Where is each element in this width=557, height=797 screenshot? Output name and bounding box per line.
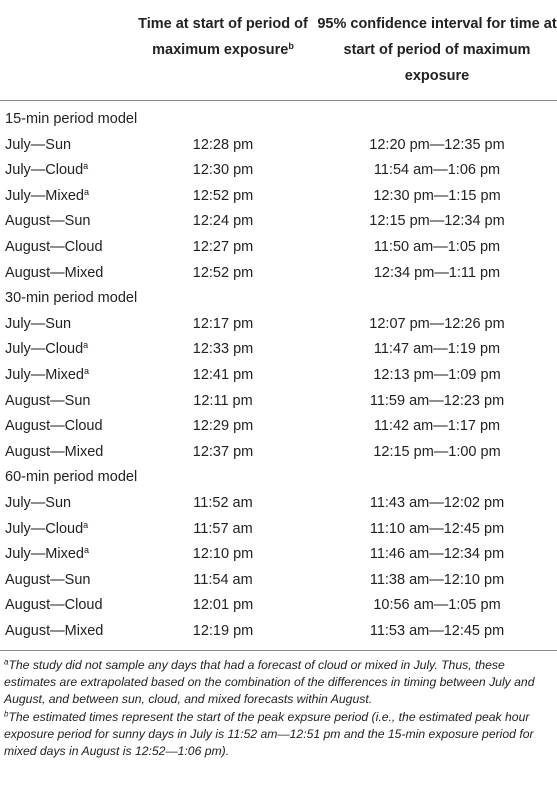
table-row <box>0 133 557 159</box>
table-row <box>0 389 557 415</box>
condition-label: July—Mixed <box>5 187 84 204</box>
row-confidence-interval: 12:20 pm—12:35 pm <box>369 136 505 153</box>
row-time: 12:27 pm <box>192 238 254 255</box>
table-row <box>0 542 557 568</box>
condition-label: August—Mixed <box>5 622 104 639</box>
row-confidence-interval: 11:54 am—1:06 pm <box>373 162 501 179</box>
table-row <box>0 440 557 466</box>
condition-label: August—Mixed <box>5 443 104 460</box>
table-row <box>0 363 557 389</box>
footnote-mark-a: a <box>83 519 89 530</box>
footnote-mark-b: b <box>288 41 294 52</box>
footnote-mark-a: a <box>83 186 89 197</box>
row-condition <box>5 619 103 645</box>
section-title: 15-min period model <box>5 111 138 127</box>
condition-label: July—Sun <box>5 315 72 332</box>
condition-label: August—Cloud <box>5 597 103 614</box>
row-confidence-interval: 12:15 pm—12:34 pm <box>369 213 505 230</box>
condition-label: August—Sun <box>5 213 91 230</box>
row-condition <box>5 568 90 594</box>
row-condition <box>5 337 88 363</box>
table-row <box>0 235 557 261</box>
condition-label: August—Sun <box>5 571 91 588</box>
footnote-mark-a: a <box>83 545 89 556</box>
section-title: 60-min period model <box>5 469 138 486</box>
table-row <box>0 337 557 363</box>
footnote <box>4 657 555 708</box>
row-time: 12:28 pm <box>192 136 254 153</box>
condition-label: July—Sun <box>5 136 72 153</box>
table-footnotes <box>0 651 557 760</box>
row-condition <box>5 312 71 338</box>
header-confidence-interval: 95% confidence interval for time at start of period of maximum exposure <box>317 16 557 84</box>
row-confidence-interval: 12:15 pm—1:00 pm <box>373 443 501 460</box>
row-condition <box>5 414 103 440</box>
row-condition <box>5 235 103 261</box>
row-time: 11:57 am <box>193 520 253 537</box>
table-row <box>0 517 557 543</box>
footnote-mark: a <box>4 658 9 668</box>
row-confidence-interval: 12:34 pm—1:11 pm <box>373 264 501 281</box>
footnote-text: The estimated times represent the start of the peak expsure period (i.e., the estimated peak hour exposure period for sunny days in July is 11:52 am—12:51 pm and the 15-min exposure period for mixed days in August is 12:52—1:06 pm). <box>4 710 534 759</box>
row-time: 12:30 pm <box>192 162 254 179</box>
row-condition <box>5 261 103 287</box>
footnote-mark-a: a <box>83 161 89 172</box>
condition-label: August—Cloud <box>5 418 103 435</box>
row-condition <box>5 363 89 389</box>
condition-label: July—Mixed <box>5 366 84 383</box>
footnote-mark-a: a <box>83 340 89 351</box>
row-time: 11:54 am <box>193 571 253 588</box>
row-condition <box>5 133 71 159</box>
footnote <box>4 709 555 760</box>
table-row <box>0 261 557 287</box>
condition-label: July—Cloud <box>5 520 84 537</box>
row-confidence-interval: 11:59 am—12:23 pm <box>369 392 505 409</box>
header-time-start <box>129 11 317 63</box>
row-condition <box>5 593 103 619</box>
row-time: 12:01 pm <box>192 597 254 614</box>
row-confidence-interval: 11:42 am—1:17 pm <box>373 418 501 435</box>
row-condition <box>5 542 89 568</box>
condition-label: July—Mixed <box>5 546 84 563</box>
row-time: 12:11 pm <box>193 392 253 409</box>
row-time: 12:10 pm <box>192 546 254 563</box>
row-confidence-interval: 11:43 am—12:02 pm <box>369 494 505 511</box>
table-row <box>0 593 557 619</box>
condition-label: July—Cloud <box>5 162 84 179</box>
row-time: 12:19 pm <box>192 622 254 639</box>
condition-label: August—Sun <box>5 392 91 409</box>
row-confidence-interval: 11:50 am—1:05 pm <box>373 238 501 255</box>
table-header <box>0 0 557 101</box>
row-confidence-interval: 12:30 pm—1:15 pm <box>373 187 501 204</box>
condition-label: August—Cloud <box>5 238 103 255</box>
table-row <box>0 158 557 184</box>
row-condition <box>5 158 88 184</box>
row-condition <box>5 517 88 543</box>
row-condition <box>5 184 89 210</box>
table-row <box>0 619 557 645</box>
row-condition <box>5 440 103 466</box>
footnote-mark: b <box>4 710 9 720</box>
footnote-text: The study did not sample any days that had a forecast of cloud or mixed in July. Thus, these estimates are extrapolated based on the combination of the differences in timing between July and August, and between sun, cloud, and mixed forecasts within August. <box>4 658 535 707</box>
row-confidence-interval: 10:56 am—1:05 pm <box>373 597 501 614</box>
condition-label: July—Cloud <box>5 341 84 358</box>
row-confidence-interval: 12:13 pm—1:09 pm <box>373 366 501 383</box>
row-confidence-interval: 11:46 am—12:34 pm <box>369 546 505 563</box>
row-time: 12:37 pm <box>192 443 254 460</box>
row-time: 12:29 pm <box>192 418 254 435</box>
row-condition <box>5 389 90 415</box>
row-confidence-interval: 11:53 am—12:45 pm <box>369 622 505 639</box>
row-condition <box>5 491 71 517</box>
table-row <box>0 209 557 235</box>
row-time: 12:52 pm <box>192 187 254 204</box>
row-confidence-interval: 11:47 am—1:19 pm <box>373 341 501 358</box>
header-time-start-text: Time at start of period of maximum exposure <box>138 16 308 58</box>
row-time: 12:17 pm <box>192 315 254 332</box>
condition-label: July—Sun <box>5 494 72 511</box>
condition-label: August—Mixed <box>5 264 104 281</box>
table-body <box>0 101 557 644</box>
table-row <box>0 184 557 210</box>
table-row <box>0 491 557 517</box>
row-confidence-interval: 11:38 am—12:10 pm <box>369 571 505 588</box>
row-time: 12:33 pm <box>192 341 254 358</box>
row-confidence-interval: 12:07 pm—12:26 pm <box>369 315 505 332</box>
table-row <box>0 568 557 594</box>
section-title: 30-min period model <box>5 290 138 307</box>
footnote-mark-a: a <box>83 366 89 376</box>
row-confidence-interval: 11:10 am—12:45 pm <box>369 520 505 537</box>
table-row <box>0 414 557 440</box>
row-condition <box>5 209 90 235</box>
row-time: 12:41 pm <box>192 366 254 383</box>
row-time: 12:52 pm <box>192 264 254 281</box>
table-row <box>0 312 557 338</box>
row-time: 12:24 pm <box>192 213 254 230</box>
row-time: 11:52 am <box>193 494 253 511</box>
